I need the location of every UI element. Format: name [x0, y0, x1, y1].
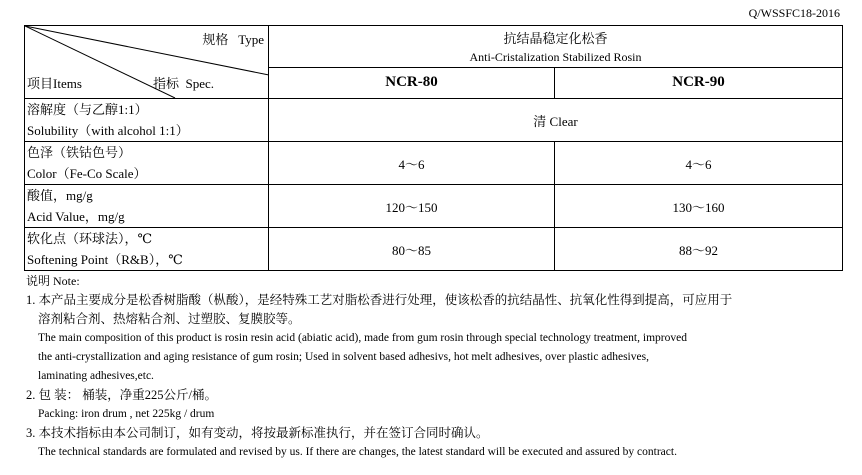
note-1-cn-cont: 溶剂粘合剂、热熔粘合剂、过塑胶、复膜胶等。 — [38, 312, 301, 326]
note-3-en: The technical standards are formulated and revised by us. If there are changes, the latest standard will be executed and assured by contract. — [38, 446, 677, 458]
note-3-cn: 3. 本技术指标由本公司制订，如有变动，将按最新标准执行，并在签订合同时确认。 — [26, 426, 489, 440]
row-label-acid-value: 酸值，mg/g Acid Value，mg/g — [25, 185, 269, 228]
product-name-en: Anti-Cristalization Stabilized Rosin — [469, 49, 642, 64]
type-label: 规格 Type — [202, 32, 264, 47]
row-label-color: 色泽（铁钴色号） Color（Fe-Co Scale） — [25, 142, 269, 185]
grade-ncr90: NCR-90 — [555, 67, 843, 98]
note-1-en-end: laminating adhesives,etc. — [38, 370, 154, 382]
value-color-ncr80: 4～6 — [269, 142, 555, 185]
value-color-ncr90: 4～6 — [555, 142, 843, 185]
table-row — [25, 185, 843, 228]
product-name-cn: 抗结晶稳定化松香 — [503, 30, 608, 46]
table-row — [25, 142, 843, 185]
value-acid-ncr80: 120～150 — [269, 185, 555, 228]
note-2-cn: 2. 包 装： 桶装，净重225公斤/桶。 — [26, 388, 217, 402]
spec-label: 指标 Spec. — [153, 76, 215, 91]
table-row — [25, 99, 843, 142]
note-2-en: Packing: iron drum , net 225kg / drum — [38, 408, 215, 420]
row-label-softening-point: 软化点（环球法），℃ Softening Point（R&B），℃ — [25, 228, 269, 271]
notes-title: 说明 Note: — [26, 274, 80, 288]
value-acid-ncr90: 130～160 — [555, 185, 843, 228]
product-name-cell — [269, 26, 843, 68]
items-label: 项目Items — [27, 76, 82, 91]
row-label-solubility: 溶解度（与乙醇1:1） Solubility（with alcohol 1:1） — [25, 99, 269, 142]
notes-section — [26, 272, 846, 462]
table-row — [25, 228, 843, 271]
document-id: Q/WSSFC18-2016 — [748, 6, 840, 20]
header-diagonal-cell — [25, 26, 269, 99]
value-solubility: 清 Clear — [269, 99, 843, 142]
specification-table — [24, 25, 843, 271]
note-1-cn: 1. 本产品主要成分是松香树脂酸（枞酸），是经特殊工艺对脂松香进行处理，使该松香的抗结晶性、抗氧化性得到提高，可应用于 — [26, 293, 733, 307]
note-1-en: The main composition of this product is rosin resin acid (abiatic acid), made from gum rosin through special technology treatment, improved — [38, 332, 687, 344]
value-softening-ncr90: 88～92 — [555, 228, 843, 271]
grade-ncr80: NCR-80 — [269, 67, 555, 98]
value-softening-ncr80: 80～85 — [269, 228, 555, 271]
note-1-en-cont: the anti-crystallization and aging resistance of gum rosin; Used in solvent based adhesivs, hot melt adhesives, over plastic adhesives, — [38, 351, 649, 363]
